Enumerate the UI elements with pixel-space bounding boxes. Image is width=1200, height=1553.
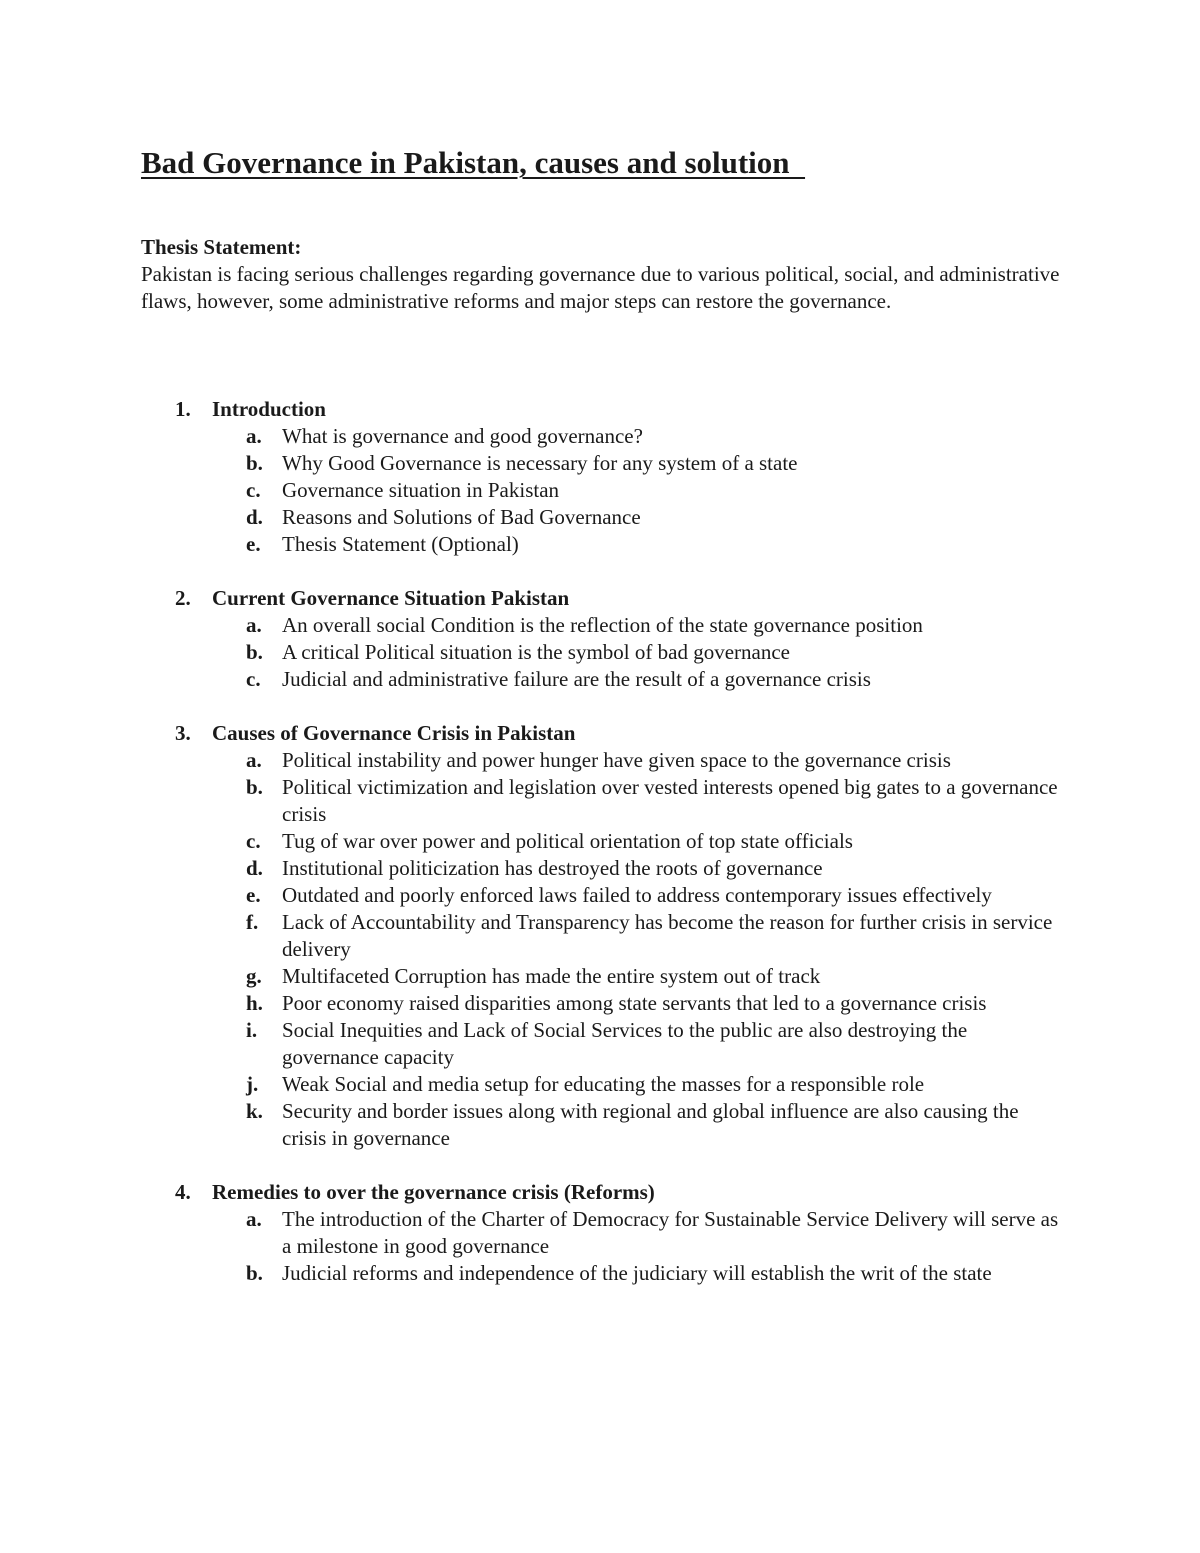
item-letter: c. <box>246 667 261 691</box>
item-letter: e. <box>246 532 261 556</box>
item-text: Political instability and power hunger have given space to the governance crisis <box>282 748 951 772</box>
item-letter: d. <box>246 505 263 529</box>
item-text: Political victimization and legislation over vested interests opened big gates to a governance crisis <box>282 775 1058 826</box>
item-text: Multifaceted Corruption has made the entire system out of track <box>282 964 821 988</box>
item-letter: a. <box>246 613 262 637</box>
section-title: Remedies to over the governance crisis (Reforms) <box>212 1180 655 1204</box>
list-item <box>141 909 1071 963</box>
thesis-text: Pakistan is facing serious challenges regarding governance due to various political, social, and administrative flaws, however, some administrative reforms and major steps can restore the governance. <box>141 262 1060 313</box>
document-title: Bad Governance in Pakistan, causes and solution <box>141 145 806 180</box>
list-item <box>141 963 1071 990</box>
sub-item-list <box>141 612 1071 693</box>
item-letter: h. <box>246 991 263 1015</box>
list-item <box>141 1017 1071 1071</box>
section-title: Introduction <box>212 397 326 421</box>
list-item <box>141 504 1071 531</box>
item-letter: k. <box>246 1099 263 1123</box>
outline-section-remedies <box>141 1179 1071 1287</box>
section-number: 1. <box>175 397 191 421</box>
list-item <box>141 450 1071 477</box>
outline-list <box>141 396 1071 1314</box>
outline-section-causes <box>141 720 1071 1152</box>
list-item <box>141 423 1071 450</box>
item-letter: b. <box>246 1261 263 1285</box>
section-title: Causes of Governance Crisis in Pakistan <box>212 721 576 745</box>
list-item <box>141 1098 1071 1152</box>
list-item <box>141 639 1071 666</box>
list-item <box>141 531 1071 558</box>
item-letter: a. <box>246 424 262 448</box>
section-heading <box>141 585 1071 612</box>
list-item <box>141 1206 1071 1260</box>
list-item <box>141 855 1071 882</box>
item-letter: a. <box>246 1207 262 1231</box>
sub-item-list <box>141 423 1071 558</box>
list-item <box>141 612 1071 639</box>
item-text: An overall social Condition is the reflection of the state governance position <box>282 613 923 637</box>
section-heading <box>141 396 1071 423</box>
item-text: Security and border issues along with regional and global influence are also causing the crisis in governance <box>282 1099 1019 1150</box>
item-text: The introduction of the Charter of Democracy for Sustainable Service Delivery will serve as a milestone in good governance <box>282 1207 1059 1258</box>
item-text: A critical Political situation is the symbol of bad governance <box>282 640 790 664</box>
section-number: 4. <box>175 1180 191 1204</box>
item-letter: b. <box>246 451 263 475</box>
item-text: Outdated and poorly enforced laws failed to address contemporary issues effectively <box>282 883 992 907</box>
thesis-block <box>141 234 1071 315</box>
item-text: Tug of war over power and political orientation of top state officials <box>282 829 853 853</box>
list-item <box>141 828 1071 855</box>
item-text: What is governance and good governance? <box>282 424 643 448</box>
item-letter: j. <box>246 1072 259 1096</box>
section-heading <box>141 720 1071 747</box>
sub-item-list <box>141 747 1071 1152</box>
item-text: Governance situation in Pakistan <box>282 478 560 502</box>
item-letter: b. <box>246 775 263 799</box>
item-text: Lack of Accountability and Transparency has become the reason for further crisis in service delivery <box>282 910 1053 961</box>
item-text: Thesis Statement (Optional) <box>282 532 519 556</box>
item-text: Why Good Governance is necessary for any system of a state <box>282 451 798 475</box>
item-text: Poor economy raised disparities among state servants that led to a governance crisis <box>282 991 987 1015</box>
list-item <box>141 882 1071 909</box>
item-letter: g. <box>246 964 262 988</box>
item-letter: b. <box>246 640 263 664</box>
thesis-label: Thesis Statement: <box>141 235 302 259</box>
section-number: 2. <box>175 586 191 610</box>
list-item <box>141 1260 1071 1287</box>
item-letter: i. <box>246 1018 258 1042</box>
item-letter: c. <box>246 829 261 853</box>
item-text: Reasons and Solutions of Bad Governance <box>282 505 641 529</box>
item-text: Social Inequities and Lack of Social Services to the public are also destroying the governance capacity <box>282 1018 968 1069</box>
list-item <box>141 747 1071 774</box>
list-item <box>141 990 1071 1017</box>
item-text: Judicial and administrative failure are the result of a governance crisis <box>282 667 871 691</box>
list-item <box>141 774 1071 828</box>
item-text: Institutional politicization has destroyed the roots of governance <box>282 856 823 880</box>
outline-section-introduction <box>141 396 1071 558</box>
outline-section-current-situation <box>141 585 1071 693</box>
item-letter: a. <box>246 748 262 772</box>
item-text: Judicial reforms and independence of the judiciary will establish the writ of the state <box>282 1261 992 1285</box>
section-heading <box>141 1179 1071 1206</box>
list-item <box>141 1071 1071 1098</box>
sub-item-list <box>141 1206 1071 1287</box>
item-letter: f. <box>246 910 259 934</box>
list-item <box>141 666 1071 693</box>
item-text: Weak Social and media setup for educating the masses for a responsible role <box>282 1072 925 1096</box>
item-letter: d. <box>246 856 263 880</box>
item-letter: e. <box>246 883 261 907</box>
section-number: 3. <box>175 721 191 745</box>
section-title: Current Governance Situation Pakistan <box>212 586 570 610</box>
item-letter: c. <box>246 478 261 502</box>
list-item <box>141 477 1071 504</box>
